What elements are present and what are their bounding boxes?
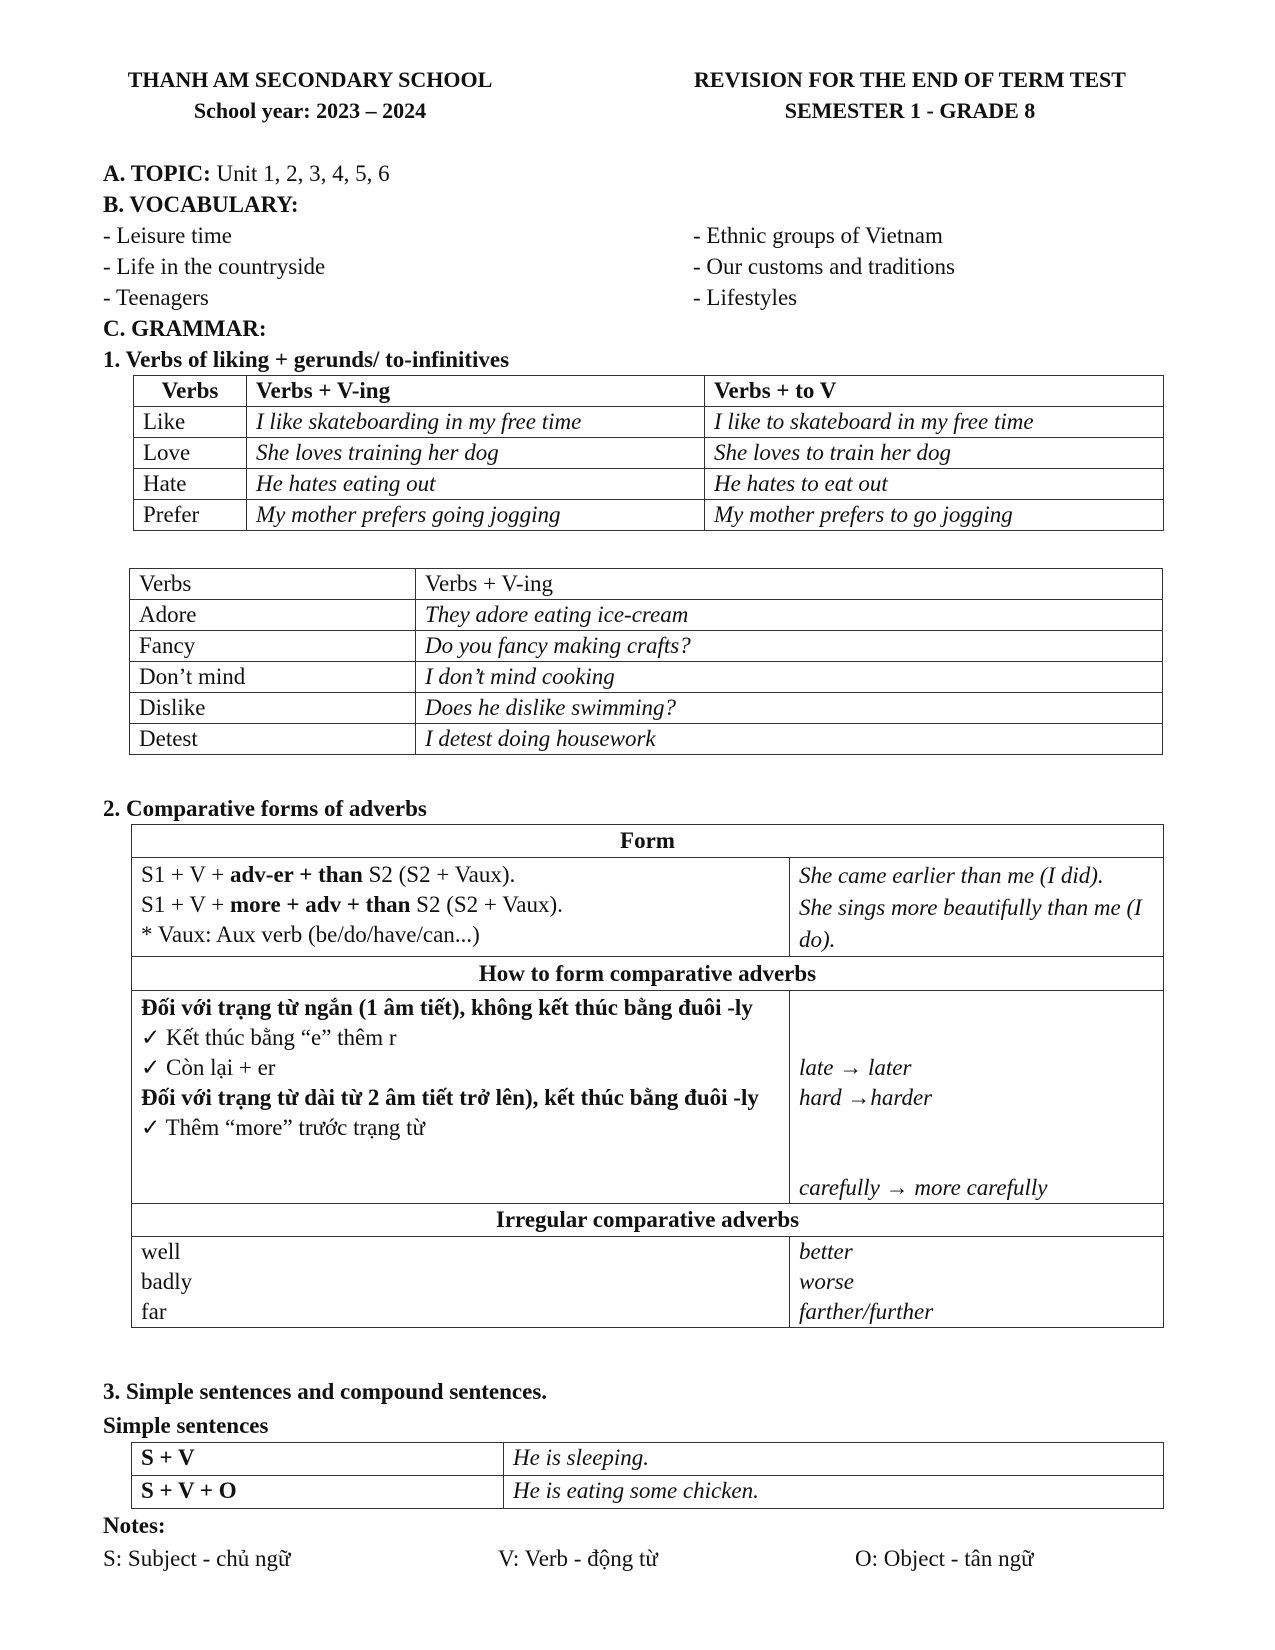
- table-row: [134, 438, 1164, 469]
- table-row: [134, 469, 1164, 500]
- table-header-row: [130, 569, 1163, 600]
- vocabulary-right-list: [693, 220, 955, 313]
- document-title: REVISION FOR THE END OF TERM TEST: [694, 67, 1126, 92]
- arrow-icon: →: [839, 1055, 863, 1080]
- vocab-item: - Lifestyles: [693, 285, 798, 310]
- rule-item: ✓ Còn lại + er: [141, 1055, 276, 1080]
- example-cell: They adore eating ice-cream: [416, 600, 1163, 631]
- rules-row: [132, 991, 1164, 1204]
- table-row: [130, 662, 1163, 693]
- irregular-row: [132, 1237, 1164, 1328]
- column-header: Verbs + V-ing: [416, 569, 1163, 600]
- form-text: S2 (S2 + Vaux).: [362, 862, 516, 887]
- example-cell: I like to skateboard in my free time: [705, 407, 1164, 438]
- how-title-row: [132, 957, 1164, 991]
- example-word: hard: [799, 1085, 848, 1110]
- vocabulary-heading: B. VOCABULARY:: [103, 192, 299, 217]
- notes-label: Notes:: [103, 1513, 166, 1538]
- form-structure-cell: [132, 858, 790, 957]
- example-cell: He hates eating out: [247, 469, 705, 500]
- example-word: late: [799, 1055, 840, 1080]
- irregular-form: worse: [799, 1269, 854, 1294]
- example-cell: I don’t mind cooking: [416, 662, 1163, 693]
- irregular-title-row: [132, 1204, 1164, 1237]
- example-word: later: [862, 1055, 912, 1080]
- verb-cell: Like: [134, 407, 247, 438]
- section-3-heading: 3. Simple sentences and compound sentences.: [103, 1379, 548, 1404]
- table-row: [130, 724, 1163, 755]
- irregular-base: far: [141, 1299, 167, 1324]
- simple-sentences-table: [131, 1442, 1164, 1509]
- table-row: [132, 1443, 1164, 1476]
- example-cell: My mother prefers going jogging: [247, 500, 705, 531]
- example-cell: He is sleeping.: [504, 1443, 1164, 1476]
- topic-line: [103, 158, 390, 189]
- form-keyword: more + adv + than: [230, 892, 411, 917]
- verb-cell: Hate: [134, 469, 247, 500]
- table-row: [134, 500, 1164, 531]
- vocab-item: - Teenagers: [103, 285, 209, 310]
- rule-item: ✓ Thêm “more” trước trạng từ: [141, 1115, 425, 1140]
- example-word: more carefully: [908, 1175, 1048, 1200]
- simple-sentences-heading: Simple sentences: [103, 1413, 269, 1438]
- form-line: [141, 890, 780, 920]
- rules-example-cell: [790, 991, 1164, 1204]
- form-row: [132, 858, 1164, 957]
- arrow-icon: →: [885, 1175, 909, 1200]
- irregular-base: well: [141, 1239, 181, 1264]
- vocab-item: - Leisure time: [103, 223, 233, 248]
- irregular-base-cell: [132, 1237, 790, 1328]
- example-cell: Does he dislike swimming?: [416, 693, 1163, 724]
- long-adverb-rule: Đối với trạng từ dài từ 2 âm tiết trở lên), kết thúc bằng đuôi -ly: [141, 1085, 759, 1110]
- how-to-form-title: How to form comparative adverbs: [132, 957, 1164, 991]
- example-word: harder: [870, 1085, 933, 1110]
- topic-label: A. TOPIC:: [103, 161, 211, 186]
- verb-cell: Dislike: [130, 693, 416, 724]
- form-text: S2 (S2 + Vaux).: [410, 892, 563, 917]
- verb-cell: Prefer: [134, 500, 247, 531]
- school-name: THANH AM SECONDARY SCHOOL: [127, 67, 493, 92]
- irregular-form-cell: [790, 1237, 1164, 1328]
- table-header-row: [134, 376, 1164, 407]
- column-header: Verbs: [130, 569, 416, 600]
- rule-example: [799, 1173, 1154, 1203]
- note-object: O: Object - tân ngữ: [855, 1546, 1034, 1571]
- irregular-title: Irregular comparative adverbs: [132, 1204, 1164, 1237]
- note-subject: S: Subject - chủ ngữ: [103, 1546, 291, 1571]
- form-text: S1 + V +: [141, 892, 231, 917]
- example-cell: She loves training her dog: [247, 438, 705, 469]
- example-cell: He hates to eat out: [705, 469, 1164, 500]
- irregular-base: badly: [141, 1269, 193, 1294]
- irregular-form: farther/further: [799, 1299, 934, 1324]
- example-cell: Do you fancy making crafts?: [416, 631, 1163, 662]
- table-row: [134, 407, 1164, 438]
- school-year: School year: 2023 – 2024: [193, 98, 427, 123]
- form-example-cell: [790, 858, 1164, 957]
- note-verb: V: Verb - động từ: [498, 1546, 658, 1571]
- table-row: [132, 1476, 1164, 1509]
- form-title: Form: [132, 825, 1164, 858]
- comparative-adverbs-table: [131, 824, 1164, 1328]
- vocab-item: - Our customs and traditions: [693, 254, 955, 279]
- table-row: [130, 631, 1163, 662]
- school-header: [100, 64, 520, 126]
- form-keyword: adv-er + than: [230, 862, 363, 887]
- form-example: She sings more beautifully than me (I do).: [799, 895, 1142, 952]
- verbs-liking-table: [133, 375, 1164, 531]
- rule-example: [799, 1083, 1154, 1113]
- example-word: carefully: [799, 1175, 886, 1200]
- verb-cell: Detest: [130, 724, 416, 755]
- section-1-heading: 1. Verbs of liking + gerunds/ to-infinitives: [103, 347, 510, 372]
- verbs-ving-table: [129, 568, 1163, 755]
- rule-example: [799, 1053, 1154, 1083]
- arrow-icon: →: [847, 1085, 871, 1110]
- rule-item: ✓ Kết thúc bằng “e” thêm r: [141, 1025, 397, 1050]
- example-cell: My mother prefers to go jogging: [705, 500, 1164, 531]
- pattern-cell: S + V + O: [132, 1476, 504, 1509]
- form-title-row: [132, 825, 1164, 858]
- section-2-heading: 2. Comparative forms of adverbs: [103, 796, 427, 821]
- verb-cell: Don’t mind: [130, 662, 416, 693]
- example-cell: I like skateboarding in my free time: [247, 407, 705, 438]
- column-header: Verbs: [134, 376, 247, 407]
- form-line: [141, 860, 780, 890]
- table-row: [130, 600, 1163, 631]
- example-cell: He is eating some chicken.: [504, 1476, 1164, 1509]
- column-header: Verbs + to V: [705, 376, 1164, 407]
- vocab-item: - Ethnic groups of Vietnam: [693, 223, 943, 248]
- topic-value: Unit 1, 2, 3, 4, 5, 6: [210, 161, 390, 186]
- form-text: S1 + V +: [141, 862, 231, 887]
- document-subtitle: SEMESTER 1 - GRADE 8: [784, 98, 1036, 123]
- example-cell: She loves to train her dog: [705, 438, 1164, 469]
- rules-cell: [132, 991, 790, 1204]
- form-example: She came earlier than me (I did).: [799, 863, 1104, 888]
- verb-cell: Fancy: [130, 631, 416, 662]
- example-cell: I detest doing housework: [416, 724, 1163, 755]
- verb-cell: Love: [134, 438, 247, 469]
- short-adverb-rule: Đối với trạng từ ngắn (1 âm tiết), không kết thúc bằng đuôi -ly: [141, 995, 753, 1020]
- vocab-item: - Life in the countryside: [103, 254, 326, 279]
- table-row: [130, 693, 1163, 724]
- form-note: * Vaux: Aux verb (be/do/have/can...): [141, 922, 480, 947]
- vocabulary-left-list: [103, 220, 325, 313]
- pattern-cell: S + V: [132, 1443, 504, 1476]
- irregular-form: better: [799, 1239, 853, 1264]
- column-header: Verbs + V-ing: [247, 376, 705, 407]
- document-header: [660, 64, 1160, 126]
- verb-cell: Adore: [130, 600, 416, 631]
- grammar-heading: C. GRAMMAR:: [103, 316, 267, 341]
